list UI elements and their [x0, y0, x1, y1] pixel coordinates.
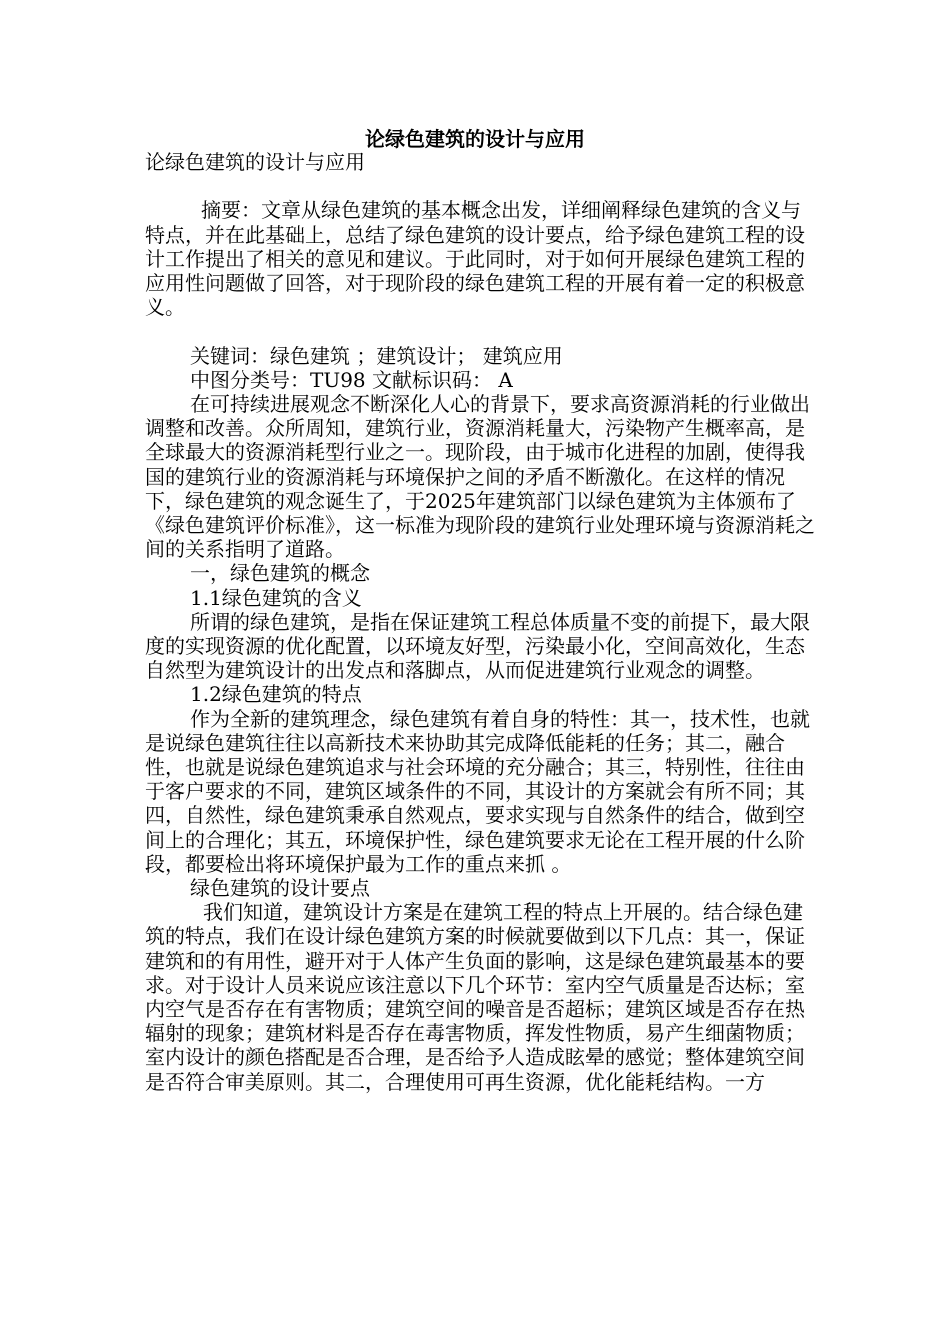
- section-heading-design: 绿色建筑的设计要点: [190, 876, 370, 901]
- subsection-heading-meaning: 1.1绿色建筑的含义: [190, 585, 362, 610]
- classification-line: 中图分类号：TU98 文献标识码： A: [190, 367, 513, 392]
- subsection-heading-features: 1.2绿色建筑的特点: [190, 682, 362, 707]
- section-heading-concept: 一，绿色建筑的概念: [190, 561, 370, 586]
- document-subtitle: 论绿色建筑的设计与应用: [145, 150, 365, 174]
- blank-line: [145, 174, 815, 198]
- features-paragraph: 作为全新的建筑理念，绿色建筑有着自身的特性：其一，技术性，也就是说绿色建筑往往以高新技术来协助其完成降低能耗的任务；其二，融合性，也就是说绿色建筑追求与社会环境的充分融合；其三，特别性，往往由于客户要求的不同，建筑区域条件的不同，其设计的方案就会有所不同；其四，自然性，绿色建筑秉承自然观点，要求实现与自然条件的结合，做到空间上的合理化；其五，环境保护性，绿色建筑要求无论在工程开展的什么阶段，都要检出将环境保护最为工作的重点来抓 。: [145, 706, 810, 876]
- meaning-paragraph: 所谓的绿色建筑，是指在保证建筑工程总体质量不变的前提下，最大限度的实现资源的优化配置，以环境友好型，污染最小化，空间高效化，生态自然型为建筑设计的出发点和落脚点，从而促进建筑行业观念的调整。: [145, 609, 810, 683]
- document-body: [145, 150, 815, 1094]
- intro-paragraph: 在可持续进展观念不断深化人心的背景下，要求高资源消耗的行业做出调整和改善。众所周知，建筑行业，资源消耗量大，污染物产生概率高，是全球最大的资源消耗型行业之一。现阶段，由于城市化进程的加剧，使得我国的建筑行业的资源消耗与环境保护之间的矛盾不断激化。在这样的情况下，绿色建筑的观念诞生了，于2025年建筑部门以绿色建筑为主体颁布了《绿色建筑评价标准》，这一标准为现阶段的建筑行业处理环境与资源消耗之间的关系指明了道路。: [145, 392, 815, 562]
- blank-line: [145, 319, 815, 343]
- design-paragraph: 我们知道，建筑设计方案是在建筑工程的特点上开展的。结合绿色建筑的特点，我们在设计绿色建筑方案的时候就要做到以下几点：其一，保证建筑和的有用性，避开对于人体产生负面的影响，这是绿色建筑最基本的要求。对于设计人员来说应该注意以下几个环节：室内空气质量是否达标；室内空气是否存在有害物质；建筑空间的噪音是否超标；建筑区域是否存在热辐射的现象；建筑材料是否存在毒害物质，挥发性物质，易产生细菌物质；室内设计的颜色搭配是否合理，是否给予人造成眩晕的感觉；整体建筑空间是否符合审美原则。其二，合理使用可再生资源，优化能耗结构。一方: [145, 900, 805, 1094]
- keywords-line: 关键词：绿色建筑 ；建筑设计； 建筑应用: [190, 343, 563, 368]
- abstract-paragraph: 摘要：文章从绿色建筑的基本概念出发，详细阐释绿色建筑的含义与特点，并在此基础上，总结了绿色建筑的设计要点，给予绿色建筑工程的设计工作提出了相关的意见和建议。于此同时，对于如何开展绿色建筑工程的应用性问题做了回答，对于现阶段的绿色建筑工程的开展有着一定的积极意义。: [145, 198, 805, 320]
- document-title: 论绿色建筑的设计与应用: [365, 127, 585, 151]
